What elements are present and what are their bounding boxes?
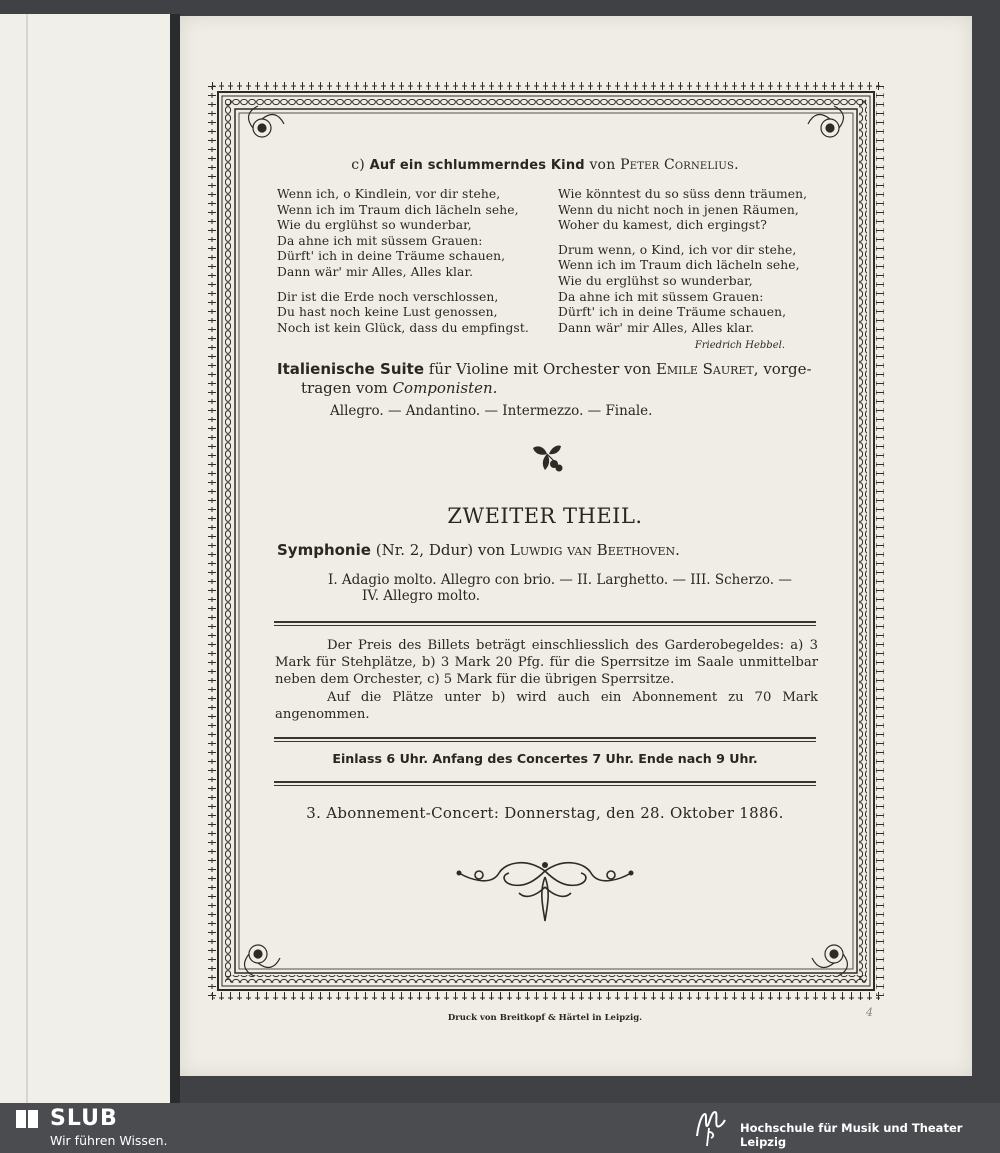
poem-line: Wie du erglühst so wunderbar, (558, 273, 753, 288)
poem-line: Wie könntest du so süss denn träumen, (558, 187, 808, 201)
double-rule (274, 621, 816, 626)
song-by: von (589, 157, 616, 173)
poem-author: Friedrich Hebbel. (694, 340, 785, 351)
page-edge (26, 14, 28, 1103)
symphony-detail: (Nr. 2, Ddur) von (375, 541, 506, 559)
section-heading: ZWEITER THEIL. (447, 504, 643, 528)
suite-composer: Emile Sauret, (655, 360, 759, 378)
page-number: 4 (866, 1006, 873, 1019)
symphony-composer: Luwdig van Beethoven. (509, 541, 680, 559)
poem-line: Drum wenn, o Kind, ich vor dir stehe, (558, 242, 797, 257)
poem-line: Noch ist kein Glück, dass du empfingst. (277, 320, 529, 335)
suite-entry (277, 360, 822, 398)
poem-line: Du hast noch keine Lust genossen, (277, 305, 498, 320)
song-composer: Peter Cornelius. (620, 157, 739, 173)
poem-line: Wenn ich, o Kindlein, vor dir stehe, (277, 187, 501, 201)
concert-times: Einlass 6 Uhr. Anfang des Concertes 7 Uhr. Ende nach 9 Uhr. (332, 751, 758, 766)
printer-imprint: Druck von Breitkopf & Härtel in Leipzig. (447, 1013, 643, 1023)
song-prefix: c) (351, 157, 365, 173)
poem-stanza (558, 187, 818, 234)
suite-movements: Allegro. — Andantino. — Intermezzo. — Finale. (330, 403, 653, 419)
left-page (0, 14, 170, 1103)
price-paragraph: Der Preis des Billets beträgt einschliesslich des Garderobegeldes: a) 3 Mark für Stehplätze, b) 3 Mark 20 Pfg. für die Sperrsitze im Saale unmittelbar neben dem Orchester, c) 5 Mark für die übrigen Sperrsitze. (275, 638, 818, 688)
poem-line: Dürft' ich in deine Träume schauen, (558, 305, 787, 320)
suite-performer: Componisten. (392, 379, 498, 397)
institution-name: Hochschule für Musik und Theater Leipzig (740, 1121, 963, 1149)
poem-stanza (277, 187, 547, 281)
slub-book-icon (14, 1106, 40, 1132)
poem-line: Wie du erglühst so wunderbar, (277, 218, 472, 233)
poem-line: Dann wär' mir Alles, Alles klar. (277, 264, 474, 279)
poem-line: Wenn ich im Traum dich lächeln sehe, (277, 202, 519, 217)
song-title: Auf ein schlummerndes Kind (369, 158, 585, 173)
symphony-entry (277, 541, 822, 559)
oak-leaf-ornament (527, 442, 567, 474)
suite-performer-text: tragen vom (301, 379, 388, 397)
poem-line: Da ahne ich mit süssem Grauen: (558, 289, 764, 304)
suite-title: Italienische Suite (277, 360, 425, 378)
book-gutter (170, 14, 180, 1103)
poem-right-column (558, 187, 818, 345)
double-rule (274, 737, 816, 742)
poem-line: Dir ist die Erde noch verschlossen, (277, 289, 499, 304)
double-rule (274, 781, 816, 786)
poem-line: Dürft' ich in deine Träume schauen, (277, 249, 506, 264)
song-heading (280, 157, 810, 173)
movements-line: I. Adagio molto. Allegro con brio. — II. Larghetto. — III. Scherzo. — (328, 572, 792, 588)
slub-logo-text: SLUB (50, 1106, 118, 1131)
poem-stanza (558, 243, 818, 337)
poem-line: Wenn ich im Traum dich lächeln sehe, (558, 258, 800, 273)
slub-tagline: Wir führen Wissen. (50, 1133, 168, 1148)
poem-left-column (277, 187, 547, 345)
poem-line: Woher du kamest, dich ergingst? (558, 218, 767, 233)
symphony-title: Symphonie (277, 541, 371, 559)
subscription-paragraph: Auf die Plätze unter b) wird auch ein Abonnement zu 70 Mark angenommen. (275, 689, 818, 722)
suite-hyphenated: vorge- (763, 360, 812, 378)
symphony-movements (328, 572, 818, 604)
flourish-ornament (455, 853, 635, 925)
next-concert: 3. Abonnement-Concert: Donnerstag, den 28. Oktober 1886. (306, 804, 784, 822)
hmt-logo-icon (693, 1106, 729, 1148)
movements-line: IV. Allegro molto. (362, 588, 481, 604)
poem-stanza (277, 290, 547, 337)
price-notice (275, 637, 818, 723)
poem-line: Dann wär' mir Alles, Alles klar. (558, 320, 755, 335)
poem-line: Da ahne ich mit süssem Grauen: (277, 233, 483, 248)
poem-line: Wenn du nicht noch in jenen Räumen, (558, 202, 799, 217)
suite-description: für Violine mit Orchester von (428, 360, 652, 378)
